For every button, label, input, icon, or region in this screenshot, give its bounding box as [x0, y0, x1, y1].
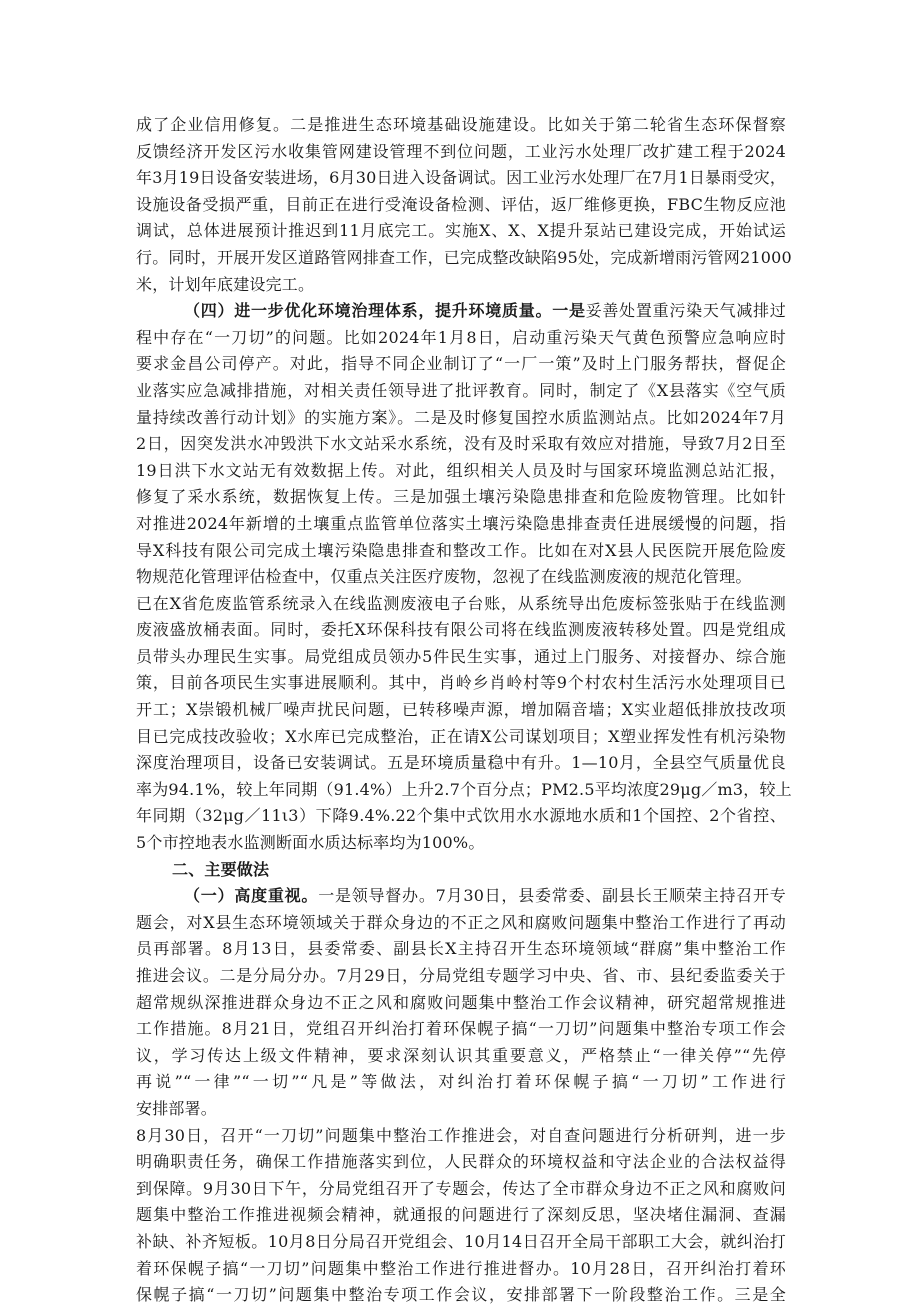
paragraph-high-attention	[136, 883, 786, 1122]
text-line: 物规范化管理评估检查中，仅重点关注医疗废物，忽视了在线监测废液的规范化管理。	[136, 567, 752, 587]
text-line: 业落实应急减排措施，对相关责任领导进了批评教育。同时，制定了《X县落实《空气质	[136, 380, 786, 400]
text-line: 修复了采水系统，数据恢复上传。三是加强土壤污染隐患排查和危险废物管理。比如针	[136, 487, 786, 507]
text-line: 对推进2024年新增的土壤重点监管单位落实土壤污染隐患排查责任进展缓慢的问题，指	[136, 513, 786, 533]
paragraph-first-line	[136, 883, 786, 910]
text-line: 员再部署。8月13日，县委常委、副县长X主持召开生态环境领域“群腐”集中整治工作	[136, 939, 786, 959]
paragraph-progress-meetings	[136, 1123, 786, 1309]
text-line: 题会，对X县生态环境领域关于群众身边的不正之风和腐败问题集中整治工作进行了再动	[136, 912, 786, 932]
text-line: 8月30日，召开“一刀切”问题集中整治工作推进会，对自查问题进行分析研判，进一步	[136, 1125, 786, 1145]
text-line: 推进会议。二是分局分办。7月29日，分局党组专题学习中央、省、市、县纪委监委关于	[136, 966, 786, 985]
text-line: 开工；X崇锻机械厂噪声扰民问题，已转移噪声源，增加隔音墙；X实业超低排放技改项	[136, 700, 786, 720]
text-line: 深度治理项目，设备已安装调试。五是环境质量稳中有升。1—10月，全县空气质量优良	[136, 753, 786, 773]
text-line: 19日洪下水文站无有效数据上传。对此，组织相关人员及时与国家环境监测总站汇报，	[136, 460, 786, 480]
text-line: 工作措施。8月21日，党组召开纠治打着环保幌子搞“一刀切”问题集中整治专项工作会	[136, 1019, 786, 1039]
text-line: 到保障。9月30日下午，分局党组召开了专题会，传达了全市群众身边不正之风和腐败问	[136, 1178, 786, 1198]
text-line: 行。同时，开展开发区道路管网排查工作，已完成整改缺陷95处，完成新增雨污管网21000	[136, 247, 792, 267]
text-line: 导X科技有限公司完成土壤污染隐患排查和整改工作。比如在对X县人民医院开展危险废	[136, 540, 786, 560]
paragraph-first-line	[136, 298, 786, 325]
text-line: 成了企业信用修复。二是推进生态环境基础设施建设。比如关于第二轮省生态环保督察	[136, 115, 786, 134]
text-line: 员带头办理民生实事。局党组成员领办5件民生实事，通过上门服务、对接督办、综合施	[136, 646, 786, 666]
text-line: 年3月19日设备安装进场，6月30日进入设备调试。因工业污水处理厂在7月1日暴雨受灾，	[136, 168, 787, 188]
text-line: 超常规纵深推进群众身边不正之风和腐败问题集中整治工作会议精神，研究超常规推进	[136, 992, 786, 1012]
text-line: 安排部署。	[136, 1098, 218, 1118]
text-line: 率为94.1%，较上年同期（91.4%）上升2.7个百分点；PM2.5平均浓度29μg／m3，较上	[136, 779, 792, 799]
text-line: 量持续改善行动计划》的实施方案》。二是及时修复国控水质监测站点。比如2024年7月	[136, 407, 786, 427]
text-line: 着环保幌子搞“一刀切”问题集中整治工作进行推进督办。10月28日，召开纠治打着环	[136, 1258, 786, 1278]
text-line: 5个市控地表水监测断面水质达标率均为100%。	[136, 833, 485, 853]
document-page	[136, 112, 792, 1309]
text-run: 妥善处置重污染天气减排过	[585, 301, 786, 321]
text-line: 补缺、补齐短板。10月8日分局召开党组会、10月14日召开全局干部职工大会，就纠治打	[136, 1231, 786, 1251]
text-run: 一是领导督办。7月30日，县委常委、副县长王顺荣主持召开专	[318, 886, 786, 906]
paragraph-infrastructure	[136, 112, 792, 298]
section-heading: 二、主要做法	[172, 859, 270, 879]
paragraph-governance	[136, 298, 792, 856]
text-line: 废液盛放桶表面。同时，委托X环保科技有限公司将在线监测废液转移处置。四是党组成	[136, 620, 786, 640]
text-line: 设施设备受损严重，目前正在进行受淹设备检测、评估，返厂维修更换，FBC生物反应池	[136, 194, 786, 214]
section-heading-main-practices	[136, 857, 786, 884]
text-line: 米，计划年底建设完工。	[136, 274, 315, 294]
text-line: 明确职责任务，确保工作措施落实到位，人民群众的环境权益和守法企业的合法权益得	[136, 1152, 786, 1172]
text-line: 2日，因突发洪水冲毁洪下水文站采水系统，没有及时采取有效应对措施，导致7月2日至	[136, 434, 786, 454]
text-line: 保幌子搞“一刀切”问题集中整治专项工作会议，安排部署下一阶段整治工作。三是全	[136, 1285, 786, 1305]
text-line: 策，目前各项民生实事进展顺利。其中，肖岭乡肖岭村等9个村农村生活污水处理项目已	[136, 673, 786, 693]
text-line: 年同期（32μg／11ι3）下降9.4%.22个集中式饮用水水源地水质和1个国控、2个省控、	[136, 806, 786, 826]
text-line: 已在X省危废监管系统录入在线监测废液电子台账，从系统导出危废标签张贴于在线监测	[136, 593, 786, 613]
section-heading: （四）进一步优化环境治理体系，提升环境质量。一是	[184, 301, 586, 321]
text-line: 程中存在“一刀切”的问题。比如2024年1月8日，启动重污染天气黄色预警应急响应时	[136, 327, 786, 347]
text-line: 调试，总体进展预计推迟到11月底完工。实施X、X、X提升泵站已建设完成，开始试运	[136, 221, 786, 241]
text-line: 要求金昌公司停产。对此，指导不同企业制订了“一厂一策”及时上门服务帮扶，督促企	[136, 354, 786, 374]
text-line: 议，学习传达上级文件精神，要求深刻认识其重要意义，严格禁止“一律关停”“先停	[136, 1045, 786, 1065]
text-line: 目已完成技改验收；X水库已完成整治，正在请X公司谋划项目；X塑业挥发性有机污染物	[136, 726, 786, 746]
text-line: 再说”“一律”“一切”“凡是”等做法，对纠治打着环保幌子搞“一刀切”工作进行	[136, 1072, 786, 1092]
text-line: 题集中整治工作推进视频会精神，就通报的问题进行了深刻反思，坚决堵住漏洞、查漏	[136, 1205, 786, 1225]
section-heading: （一）高度重视。	[184, 886, 319, 906]
text-line: 反馈经济开发区污水收集管网建设管理不到位问题，工业污水处理厂改扩建工程于2024	[136, 141, 786, 161]
